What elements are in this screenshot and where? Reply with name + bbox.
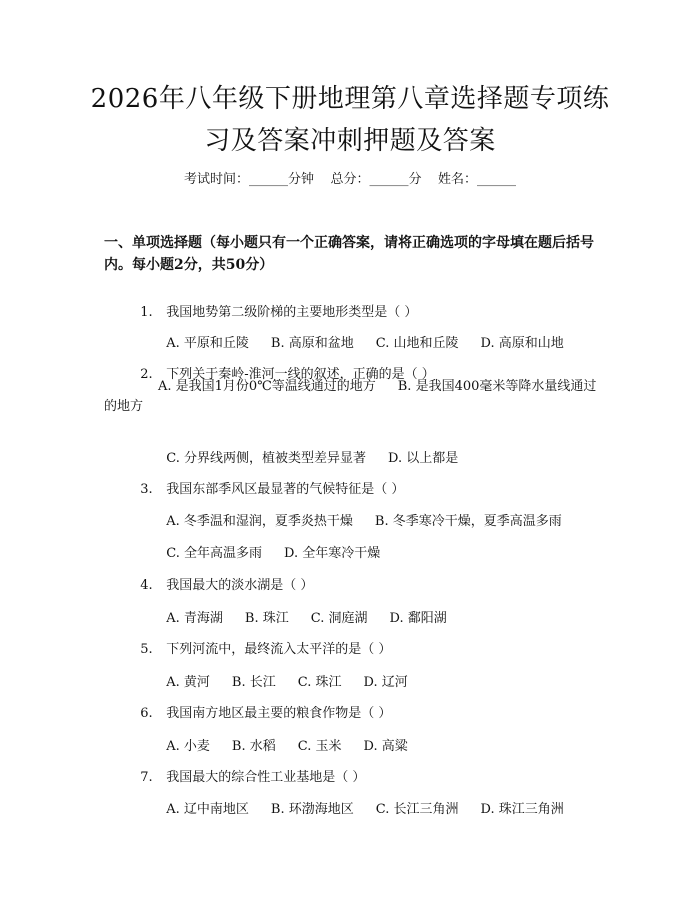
option-d: D. 高粱 <box>363 739 408 754</box>
option-c: C. 玉米 <box>297 739 342 754</box>
options-q7 <box>158 780 564 820</box>
option-a: A. 黄河 <box>166 675 210 690</box>
document-title <box>0 78 700 162</box>
option-c: C. 全年高温多雨 <box>166 546 263 561</box>
question-number: 4. <box>140 578 153 593</box>
option-b: B. 长江 <box>231 675 276 690</box>
question-number: 5. <box>140 642 153 657</box>
option-b: B. 冬季寒冷干燥，夏季高温多雨 <box>374 514 562 529</box>
option-a: A. 是我国1月份0℃等温线通过的地方 <box>158 379 376 394</box>
option-a: A. 青海湖 <box>166 611 223 626</box>
option-a: A. 冬季温和湿润，夏季炎热干燥 <box>166 514 353 529</box>
title-line-2: 习及答案冲刺押题及答案 <box>204 126 496 156</box>
option-c: C. 山地和丘陵 <box>375 336 459 351</box>
option-a: A. 平原和丘陵 <box>166 336 249 351</box>
question-number: 6. <box>140 706 153 721</box>
option-a: A. 辽中南地区 <box>166 802 249 817</box>
question-text: 我国地势第二级阶梯的主要地形类型是（ ） <box>166 305 418 320</box>
section-heading: 一、单项选择题（每小题只有一个正确答案，请将正确选项的字母填在题后括号内。每小题2分，共50分） <box>104 235 594 273</box>
question-text: 下列关于秦岭-淮河一线的叙述，正确的是（ ） <box>166 367 435 382</box>
exam-info-line: 考试时间：______分钟 总分：______分 姓名：______ <box>183 172 517 187</box>
title-line-1: 2026年八年级下册地理第八章选择题专项练 <box>90 84 610 114</box>
question-text: 我国南方地区最主要的粮食作物是（ ） <box>166 706 392 721</box>
option-a: A. 小麦 <box>166 739 210 754</box>
question-text: 我国最大的综合性工业基地是（ ） <box>166 770 366 785</box>
question-text: 下列河流中，最终流入太平洋的是（ ） <box>166 642 392 657</box>
question-number: 3. <box>140 482 153 497</box>
option-d: D. 辽河 <box>363 675 408 690</box>
option-b: B. 高原和盆地 <box>270 336 354 351</box>
option-b: B. 是我国400毫米等降水量线通过的地方 <box>104 379 597 414</box>
option-d: D. 全年寒冷干燥 <box>284 546 381 561</box>
question-number: 1. <box>140 305 153 320</box>
question-number: 7. <box>140 770 153 785</box>
option-d: D. 高原和山地 <box>480 336 564 351</box>
question-text: 我国最大的淡水湖是（ ） <box>166 578 314 593</box>
options-q2-row1 <box>104 377 604 417</box>
question-text: 我国东部季风区最显著的气候特征是（ ） <box>166 482 405 497</box>
option-c: C. 分界线两侧，植被类型差异显著 <box>166 451 367 466</box>
option-d: D. 珠江三角洲 <box>480 802 564 817</box>
option-c: C. 长江三角洲 <box>375 802 459 817</box>
option-b: B. 水稻 <box>231 739 276 754</box>
option-c: C. 洞庭湖 <box>310 611 368 626</box>
question-number: 2. <box>140 367 153 382</box>
option-d: D. 以上都是 <box>388 451 459 466</box>
option-b: B. 珠江 <box>244 611 289 626</box>
option-d: D. 鄱阳湖 <box>389 611 447 626</box>
option-c: C. 珠江 <box>297 675 342 690</box>
option-b: B. 环渤海地区 <box>270 802 354 817</box>
